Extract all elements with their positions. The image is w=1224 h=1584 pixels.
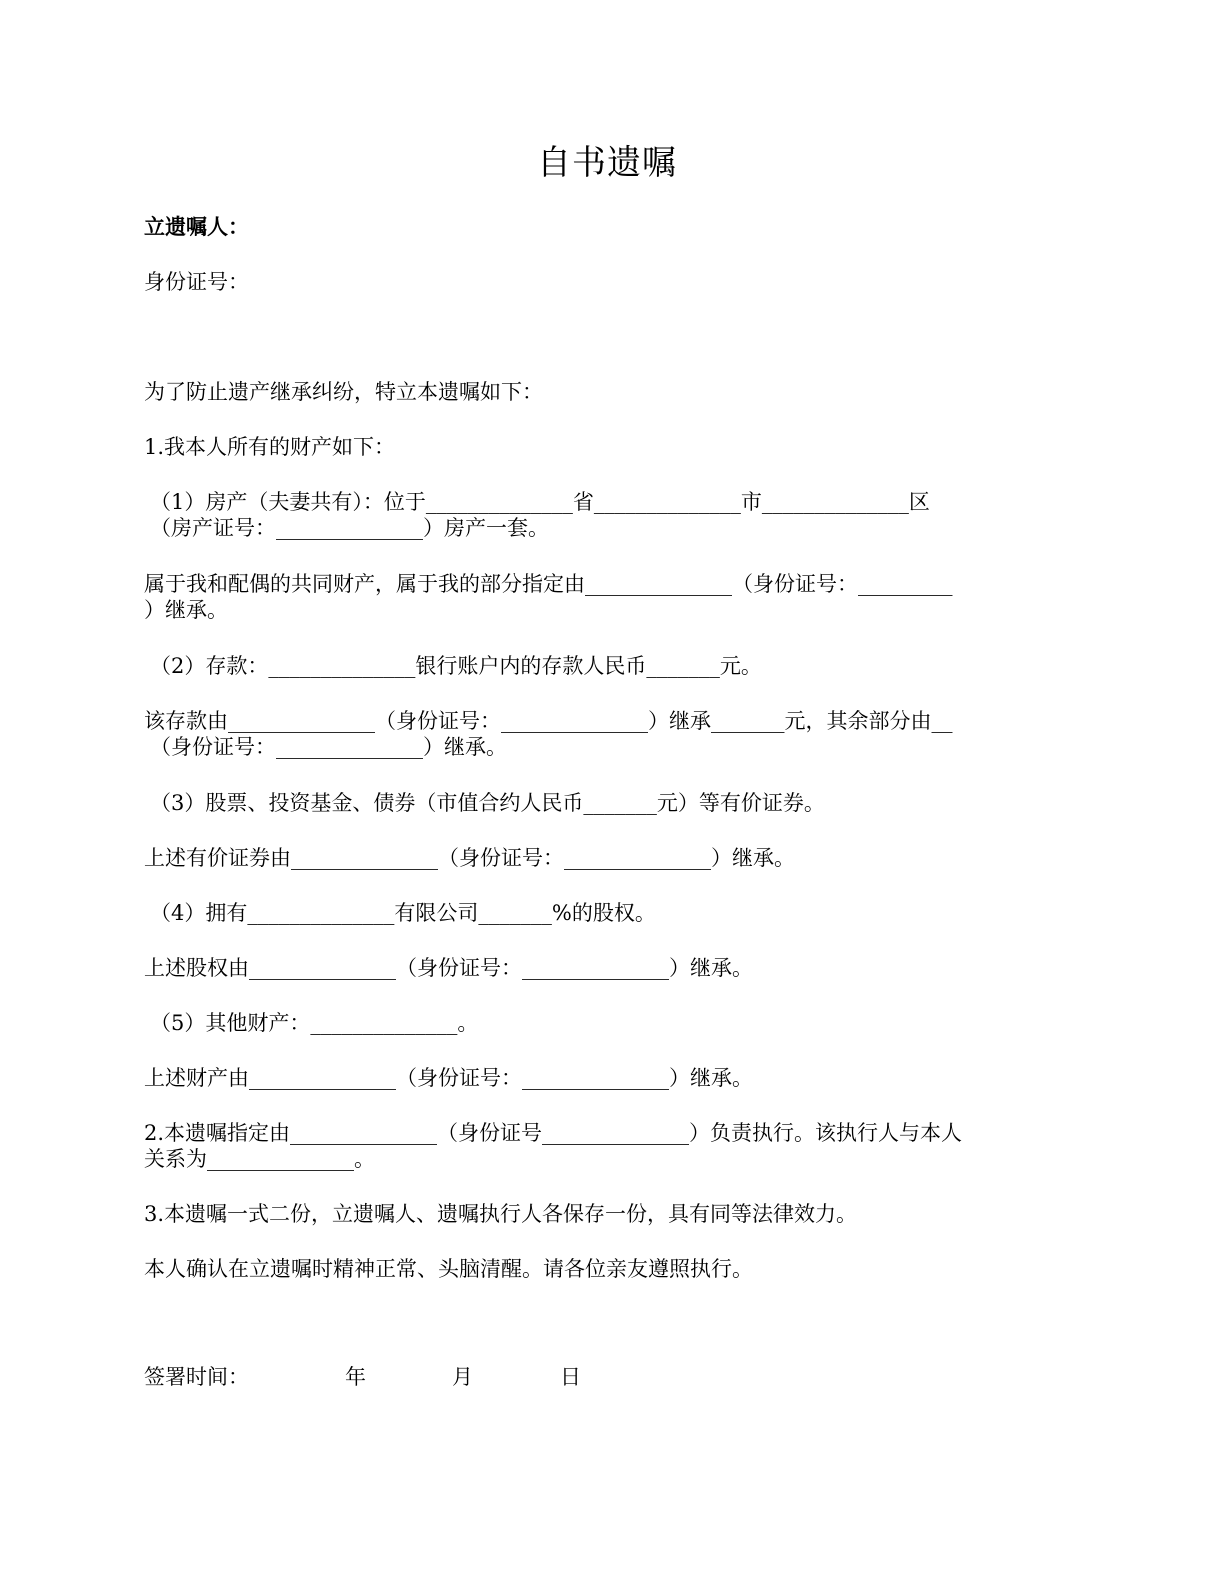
confirmation-statement: 本人确认在立遗嘱时精神正常、头脑清醒。请各位亲友遵照执行。 <box>144 1257 753 1281</box>
item1-inheritance-line-cont: ）继承。 <box>144 598 228 622</box>
id-number-label: 身份证号： <box>144 270 249 294</box>
year-label: 年 <box>345 1365 366 1389</box>
item5-inheritance-line: 上述财产由______________（身份证号：______________）继承。 <box>144 1066 753 1090</box>
item4-equity-line: （4）拥有______________有限公司_______%的股权。 <box>150 901 656 925</box>
item3-inheritance-line: 上述有价证券由______________（身份证号：______________）继承。 <box>144 846 795 870</box>
item4-inheritance-line: 上述股权由______________（身份证号：______________）继承。 <box>144 956 753 980</box>
item1-certificate-line: （房产证号：______________）房产一套。 <box>150 516 549 540</box>
signing-time-label: 签署时间： <box>144 1365 249 1389</box>
testator-label: 立遗嘱人： <box>144 214 249 239</box>
item3-securities-line: （3）股票、投资基金、债券（市值合约人民币_______元）等有价证券。 <box>150 791 825 815</box>
item5-other-property-line: （5）其他财产：______________。 <box>150 1011 479 1035</box>
item2-deposit-line: （2）存款：______________银行账户内的存款人民币_______元。 <box>150 654 762 678</box>
item2-inheritance-line-cont: （身份证号：______________）继承。 <box>150 735 507 759</box>
section2-executor-line: 2.本遗嘱指定由______________（身份证号______________）负责执行。该执行人与本人 <box>144 1121 963 1145</box>
item1-inheritance-line: 属于我和配偶的共同财产，属于我的部分指定由______________（身份证号：_________ <box>144 572 953 596</box>
section1-heading: 1.我本人所有的财产如下： <box>144 435 396 459</box>
month-label: 月 <box>452 1365 473 1389</box>
section3-copies-line: 3.本遗嘱一式二份，立遗嘱人、遗嘱执行人各保存一份，具有同等法律效力。 <box>144 1202 858 1226</box>
document-title: 自书遗嘱 <box>537 143 677 183</box>
intro-paragraph: 为了防止遗产继承纠纷，特立本遗嘱如下： <box>144 380 543 404</box>
item1-property-line: （1）房产（夫妻共有）：位于______________省______________市______________区 <box>150 490 930 514</box>
section2-executor-line-cont: 关系为______________。 <box>144 1147 375 1171</box>
day-label: 日 <box>560 1365 581 1389</box>
item2-inheritance-line: 该存款由______________（身份证号：______________）继承_______元，其余部分由__ <box>144 709 953 733</box>
